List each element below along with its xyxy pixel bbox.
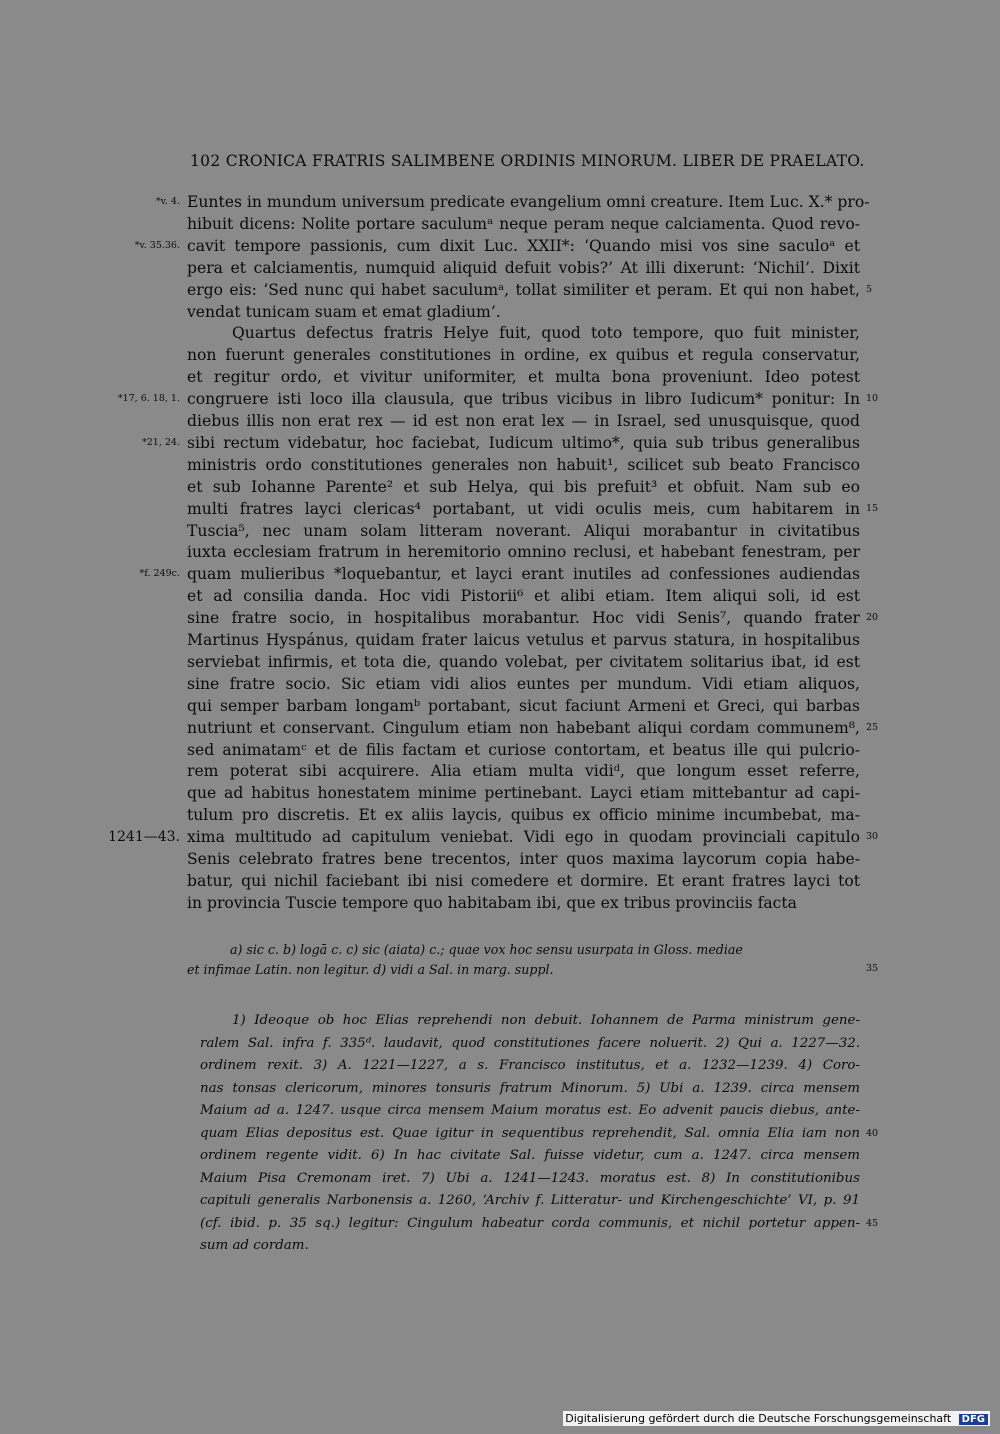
line-number: 25	[866, 721, 879, 733]
critical-note: et infimae Latin. non legitur. d) vidi a Sal. in marg. suppl.	[187, 962, 554, 977]
line-number: 35	[866, 963, 879, 974]
line-number: 40	[866, 1127, 879, 1139]
text-line: Quartus defectus fratris Helye fuit, quod toto tempore, quo fuit minister,	[232, 324, 860, 343]
line-number: 30	[866, 831, 879, 843]
text-line: et ad consilia danda. Hoc vidi Pistorii⁶ et alibi etiam. Item aliqui soli, id est	[187, 587, 860, 606]
margin-reference: *17, 6. 18, 1.	[117, 393, 180, 405]
text-line: diebus illis non erat rex — id est non erat lex — in Israel, sed unusquisque, quod	[187, 412, 860, 430]
margin-reference: *f. 249c.	[139, 568, 180, 580]
explanatory-note: ordinem rexit. 3) A. 1221—1227, a s. Francisco institutus, et a. 1232—1239. 4) Coro-	[200, 1058, 860, 1073]
text-line: Tuscia⁵, nec unam solam litteram noverant. Aliqui morabantur in civitatibus	[187, 521, 860, 540]
text-line: qui semper barbam longamᵇ portabant, sicut faciunt Armeni et Greci, qui barbas	[187, 696, 860, 715]
margin-reference: *21, 24.	[142, 436, 180, 448]
text-line: sine fratre socio, in hospitalibus morabantur. Hoc vidi Senis⁷, quando frater	[187, 609, 860, 628]
text-line: hibuit dicens: Nolite portare saculumᵃ neque peram neque calciamenta. Quod revo-	[187, 214, 860, 233]
text-line: Senis celebrato fratres bene trecentos, inter quos maxima laycorum copia habe-	[187, 850, 860, 868]
footer-text: Digitalisierung gefördert durch die Deutsche Forschungsgemeinschaft	[565, 1412, 952, 1425]
text-line: vendat tunicam suam et emat gladium’.	[187, 302, 501, 321]
critical-note: a) sic c. b) logā c. c) sic (aiata) c.; quae vox hoc sensu usurpata in Gloss. mediae	[230, 942, 743, 957]
margin-reference: *v. 35.36.	[134, 239, 180, 251]
explanatory-note: (cf. ibid. p. 35 sq.) legitur: Cingulum habeatur corda communis, et nichil portetur appen-	[200, 1215, 860, 1231]
text-line: et regitur ordo, et vivitur uniformiter, et multa bona proveniunt. Ideo potest	[187, 368, 860, 387]
margin-reference: 1241—43.	[108, 829, 180, 846]
text-line: ergo eis: ‘Sed nunc qui habet saculumᵃ, tollat similiter et peram. Et qui non habet,	[187, 280, 860, 299]
explanatory-note: nas tonsas clericorum, minores tonsuris fratrum Minorum. 5) Ubi a. 1239. circa mensem	[200, 1080, 860, 1096]
explanatory-note: Maium ad a. 1247. usque circa mensem Maium moratus est. Eo advenit paucis diebus, ante-	[200, 1103, 860, 1118]
text-line: xima multitudo ad capitulum veniebat. Vidi ego in quodam provinciali capitulo	[187, 828, 860, 847]
text-line: congruere isti loco illa clausula, que tribus vicibus in libro Iudicum* ponitur: In	[187, 390, 860, 409]
text-line: non fuerunt generales constitutiones in ordine, ex quibus et regula conservatur,	[187, 346, 860, 365]
text-line: Martinus Hyspánus, quidam frater laicus vetulus et parvus statura, in hospitalibus	[187, 631, 860, 649]
explanatory-note: sum ad cordam.	[200, 1238, 309, 1253]
text-line: iuxta ecclesiam fratrum in heremitorio omnino reclusi, et habebant fenestram, per	[187, 543, 860, 562]
dfg-footer	[563, 1411, 990, 1426]
text-line: sine fratre socio. Sic etiam vidi alios euntes per mundum. Vidi etiam aliquos,	[187, 674, 860, 693]
text-line: in provincia Tuscie tempore quo habitabam ibi, que ex tribus provinciis facta	[187, 893, 797, 912]
explanatory-note: Maium Pisa Cremonam iret. 7) Ubi a. 1241—1243. moratus est. 8) In constitutionibus	[200, 1170, 860, 1186]
line-number: 5	[866, 283, 873, 295]
line-number: 15	[866, 502, 879, 514]
text-line: rem poterat sibi acquirere. Alia etiam multa vidiᵈ, que longum esset referre,	[187, 762, 860, 781]
dfg-logo: DFG	[959, 1414, 988, 1425]
explanatory-note: 1) Ideoque ob hoc Elias reprehendi non debuit. Iohannem de Parma ministrum gene-	[232, 1013, 860, 1028]
line-number: 20	[866, 612, 879, 624]
text-line: nutriunt et conservant. Cingulum etiam non habebant aliqui cordam communem⁸,	[187, 718, 860, 737]
explanatory-note: ordinem regente vidit. 6) In hac civitate Sal. fuisse videtur, cum a. 1247. circa mensem	[200, 1148, 860, 1163]
margin-reference: *v. 4.	[155, 196, 180, 207]
explanatory-note: quam Elias depositus est. Quae igitur in sequentibus reprehendit, Sal. omnia Elia iam non	[200, 1125, 860, 1141]
text-line: multi fratres layci clericas⁴ portabant, ut vidi oculis meis, cum habitarem in	[187, 499, 860, 518]
text-line: ministris ordo constitutiones generales non habuit¹, scilicet sub beato Francisco	[187, 455, 860, 474]
text-line: cavit tempore passionis, cum dixit Luc. XXII*: ‘Quando misi vos sine saculoᵃ et	[187, 236, 860, 255]
text-line: sibi rectum videbatur, hoc faciebat, Iudicum ultimo*, quia sub tribus generalibus	[187, 433, 860, 452]
text-line: tulum pro discretis. Et ex aliis laycis, quibus ex officio minime incumbebat, ma-	[187, 806, 860, 825]
page-header: 102 CRONICA FRATRIS SALIMBENE ORDINIS MINORUM. LIBER DE PRAELATO.	[190, 152, 865, 170]
text-line: Euntes in mundum universum predicate evangelium omni creature. Item Luc. X.* pro-	[187, 193, 870, 211]
line-number: 45	[866, 1217, 879, 1229]
text-line: quam mulieribus *loquebantur, et layci erant inutiles ad confessiones audiendas	[187, 565, 860, 584]
line-number: 10	[866, 393, 879, 405]
text-line: sed animatamᶜ et de filis factam et curiose contortam, et beatus ille qui pulcrio-	[187, 740, 860, 759]
text-line: batur, qui nichil faciebant ibi nisi comedere et dormire. Et erant fratres layci tot	[187, 871, 860, 890]
text-line: serviebat infirmis, et tota die, quando volebat, per civitatem solitarius ibat, id est	[187, 652, 860, 671]
text-line: et sub Iohanne Parente² et sub Helya, qui bis prefuit³ et obfuit. Nam sub eo	[187, 477, 860, 496]
explanatory-note: ralem Sal. infra f. 335ᵈ. laudavit, quod constitutiones facere noluerit. 2) Qui a. 1227—32.	[200, 1035, 860, 1051]
text-line: que ad habitus honestatem minime pertinebant. Layci etiam mittebantur ad capi-	[187, 784, 860, 803]
text-line: pera et calciamentis, numquid aliquid defuit vobis?’ At illi dixerunt: ‘Nichil’. Dixit	[187, 258, 860, 277]
explanatory-note: capituli generalis Narbonensis a. 1260, ‘Archiv f. Litteratur- und Kirchengeschichte’ VI, p. 91	[200, 1193, 860, 1208]
